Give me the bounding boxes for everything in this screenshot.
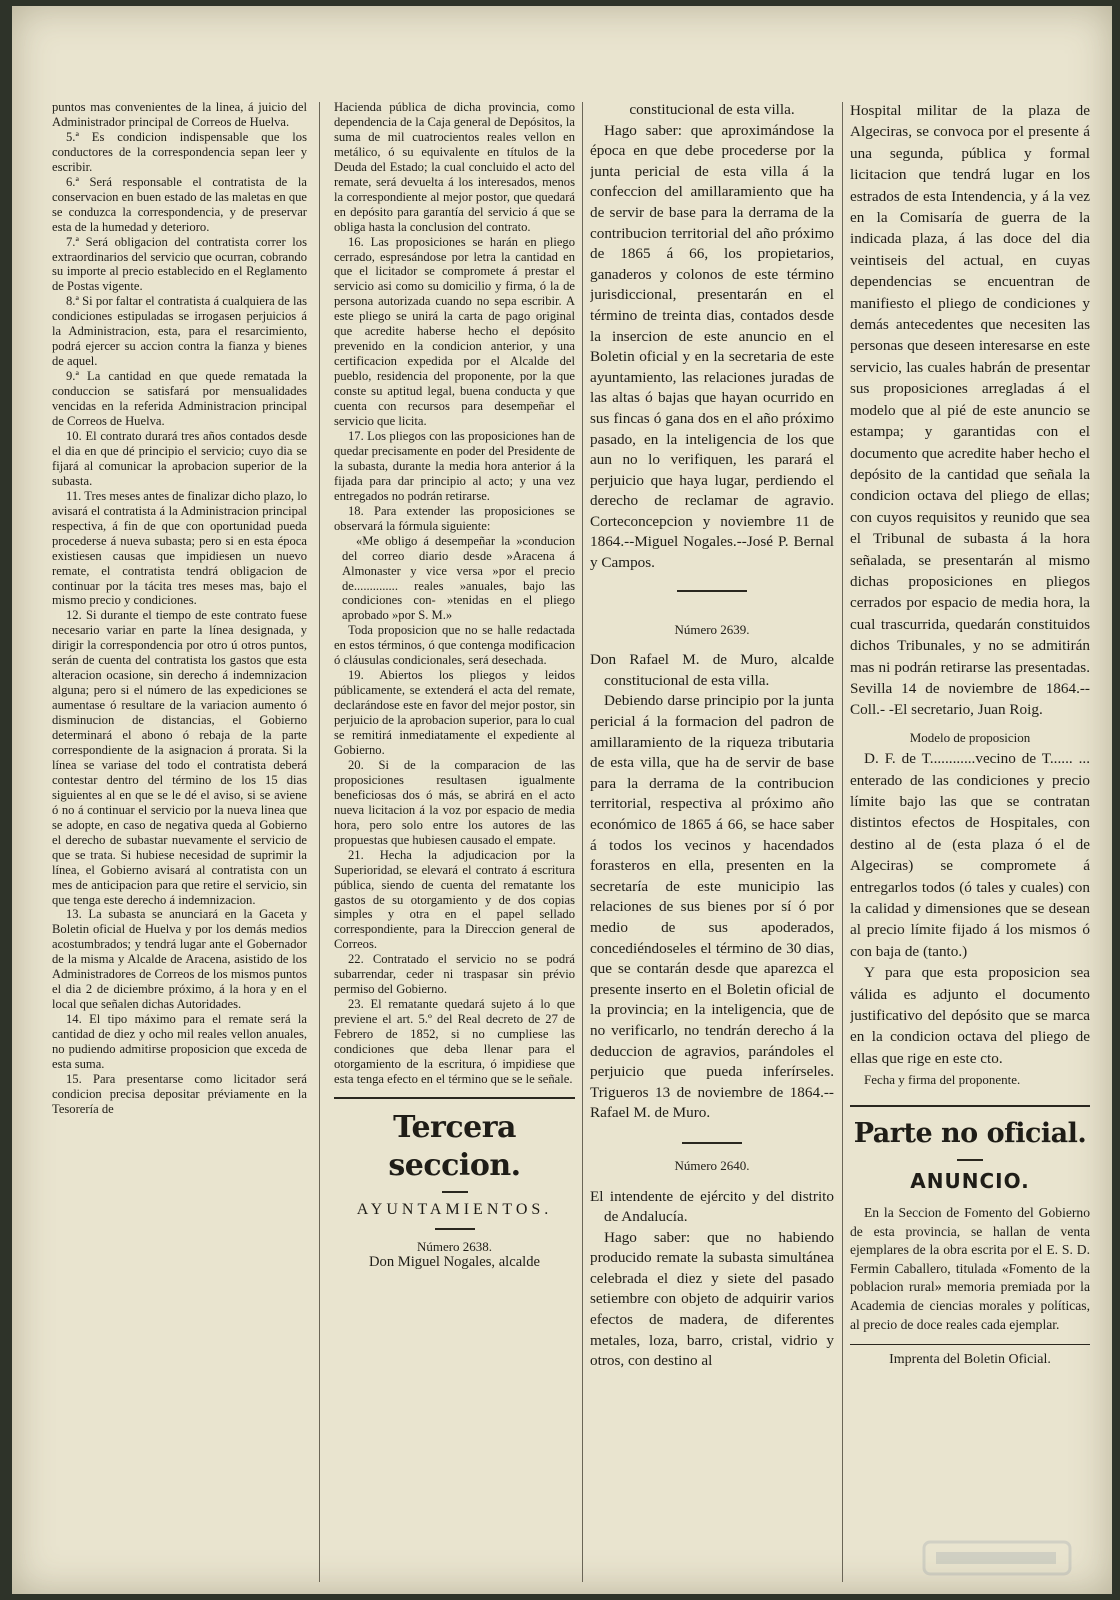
paragraph: Debiendo darse principio por la junta pericial á la formacion del padron de amillaramiento de la riqueza tributaria de esta villa, que ha de servir de base para la derrama de la contribucion territorial, respectiva al próximo año económico de 1865 á 66, se hace saber á todos los vecinos y hacendados forasteros en ella, presenten en la secretaría de este municipio las relaciones de sus bienes por sí ó por medio de sus apoderados, concediéndoseles el término de 30 dias, que se contarán desde que aparezca el presente inserto en el Boletin oficial de la provincia; en la inteligencia, que de no verificarlo, no tendrán derecho á la deduccion de agravios, parándoles el perjuicio que pueda inferírseles. Trigueros 13 de noviembre de 1864.--Rafael M. de Muro. — [590, 692, 834, 1122]
footer-rule — [850, 1344, 1090, 1345]
section-subheading: AYUNTAMIENTOS. — [356, 1200, 553, 1218]
column-rule — [582, 102, 583, 1582]
column-3 — [590, 100, 834, 1586]
paragraph: Y para que esta proposicion sea válida es adjunto el documento justificativo del depósito que se marca en la condicion octava del pliego de ellas que rige en este cto. — [850, 964, 1090, 1067]
paragraph: 8.ª Si por faltar el contratista á cualquiera de las condiciones estipuladas se irrogasen perjuicios á la Administracion, esta, para el resarcimiento, podrá ejercer su accion contra la fianza y bienes de aquel. — [52, 294, 307, 369]
paragraph: 9.ª La cantidad en que quede rematada la conduccion se satisfará por mensualidades vencidas en la referida Administracion principal de Correos de Huelva. — [52, 369, 307, 429]
paragraph: 5.ª Es condicion indispensable que los conductores de la correspondencia sepan leer y escribir. — [52, 129, 307, 174]
notice-divider — [682, 1142, 742, 1144]
paragraph: Hacienda pública de dicha provincia, como dependencia de la Caja general de Depósitos, la suma de mil cuatrocientos reales vellon en metálico, ó su equivalente en títulos de la Deuda del Estado; la cual concluido el acto del remate, será devuelta á los interesados, menos la correspondiente al mejor postor, que quedará en depósito para garantía del servicio á que se obliga hasta la conclusion del contrato. — [334, 100, 575, 234]
short-rule — [435, 1228, 475, 1230]
signature-line: Fecha y firma del proponente. — [864, 1072, 1021, 1088]
column-2 — [334, 100, 575, 1586]
paragraph: 22. Contratado el servicio no se podrá subarrendar, ceder ni traspasar sin prévio permiso del Gobierno. — [334, 952, 575, 997]
paragraph: 19. Abiertos los pliegos y leidos públicamente, se extenderá el acta del remate, declarándose este en favor del mejor postor, sin perjuicio de la aprobacion superior, para lo cual se remitirá inmediatamente el expediente al Gobierno. — [334, 668, 575, 757]
column-4 — [850, 100, 1090, 1586]
section-divider — [334, 1097, 575, 1099]
notice-lead: Don Miguel Nogales, alcalde — [368, 1253, 541, 1270]
notice-number: Número 2639. — [674, 621, 750, 637]
paragraph: 23. El rematante quedará sujeto á lo que previene el art. 5.º del Real decreto de 27 de Febrero de 1852, si no cumpliese las condiciones que deba llenar para el otorgamiento de la escritura, ó impidiese que esta tenga efecto en el término que se le señale. — [334, 997, 575, 1086]
paragraph: Hago saber: que no habiendo producido remate la subasta simultánea celebrada el diez y siete del pasado setiembre con objeto de adquirir varios efectos de madera, de diferentes metales, loza, barro, cristal, vidrio y otros, con destino al — [590, 1228, 834, 1370]
column-rule — [319, 102, 320, 1582]
paragraph: 15. Para presentarse como licitador será condicion precisa depositar préviamente en la Tesorería de — [52, 1071, 307, 1116]
notice-number: Número 2638. — [416, 1238, 493, 1254]
paragraph: 13. La subasta se anunciará en la Gaceta y Boletin oficial de Huelva y por los demás medios acostumbrados; y tendrá lugar ante el Gobernador de la misma y Alcalde de Aracena, asistido de los Administradores de Correos de los mismos puntos el dia 2 de diciembre próximo, á la hora y en el local que señalen dichas Autoridades. — [52, 907, 307, 1012]
paragraph: En la Seccion de Fomento del Gobierno de esta provincia, se hallan de venta ejemplares de la obra escrita por el E. S. D. Fermin Caballero, titulada «Fomento de la poblacion rural» memoria premiada por la Academia de ciencias morales y políticas, al precio de doce reales cada ejemplar. — [850, 1205, 1090, 1332]
watermark-icon — [922, 1538, 1072, 1578]
notice-lead: Don Rafael M. de Muro, alcalde constitucional de esta villa. — [590, 651, 834, 689]
section-heading: Tercera seccion. — [388, 1109, 521, 1183]
notice-number: Número 2640. — [674, 1157, 750, 1173]
paragraph: 20. Si de la comparacion de las proposiciones resultasen igualmente beneficiosas dos ó más, se abrirá en el acto nueva licitacion á la voz por espacio de media hora, pero solo entre los autores de las propuestas que hubiesen causado el empate. — [334, 757, 575, 847]
paragraph: 21. Hecha la adjudicacion por la Superioridad, se elevará el contrato á escritura pública, siendo de cuenta del rematante los gastos de su otorgamiento y de dos copias simples y otra en el papel sellado correspondiente, para la Direccion general de Correos. — [334, 847, 575, 952]
short-rule — [957, 1159, 983, 1161]
paragraph: 17. Los pliegos con las proposiciones han de quedar precisamente en poder del Presidente de la subasta, durante la media hora anterior á la fijada para dar principio al acto; y una vez entregados no podrán retirarse. — [334, 428, 575, 503]
section-divider — [850, 1105, 1090, 1107]
paragraph: 16. Las proposiciones se harán en pliego cerrado, espresándose por letra la cantidad en que el licitador se compromete á prestar el servicio asi como su domicilio y firma, ó la de persona autorizada cuando no sepa escribir. A este pliego se unirá la carta de pago original que acredite haberse hecho el depósito prevenido en la condicion anterior, y una certificacion expedida por el Alcalde del pueblo, residencia del proponente, por la que conste su aptitud legal, buena conducta y que cuenta con recursos para desempeñar el servicio que licita. — [334, 234, 575, 429]
paragraph: 6.ª Será responsable el contratista de la conservacion en buen estado de las maletas en que se conduzca la correspondencia, y de preservar esta de la humedad y deterioro. — [52, 174, 307, 234]
notice-lead: El intendente de ejército y del distrito de Andalucía. — [590, 1187, 834, 1226]
column-1 — [52, 100, 307, 1586]
newspaper-page — [12, 6, 1112, 1594]
notice-divider — [677, 590, 747, 592]
model-title: Modelo de proposicion — [909, 729, 1031, 745]
paragraph: 7.ª Será obligacion del contratista correr los extraordinarios del servicio que ocurran, cobrando su importe al precio establecido en el Reglamento de Postas vigente. — [52, 234, 307, 294]
paragraph: puntos mas convenientes de la linea, á juicio del Administrador principal de Correos de Huelva. — [52, 100, 307, 129]
paragraph: Hospital militar de la plaza de Algeciras, se convoca por el presente á una segunda, pública y formal licitacion que tendrá lugar en los estrados de esta Intendencia, y á la vez en la Comisaría de guerra de la indicada plaza, á las doce del dia veintiseis del actual, en cuyas dependencias se encuentran de manifiesto el pliego de condiciones y demás antecedentes que necesiten las personas que deseen interesarse en este servicio, las cuales habrán de presentar sus proposiciones arregladas á el modelo que al pié de este anuncio se estampa; y garantidas con el documento que acredite haber hecho el depósito de la cantidad que señala la condicion octava del pliego de ellas; con cuyos requisitos y reunido que sea el Tribunal de subasta á la hora señalada, se presentarán al mismo dichas proposiciones en pliegos cerrados por espacio de media hora, la cual trascurrida, quedarán constituidos dichos Tribunales, y no se admitirán mas ni podrán retirarse las presentadas. Sevilla 14 de noviembre de 1864.--Coll.- -El secretario, Juan Roig. — [850, 102, 1090, 719]
paragraph: 12. Si durante el tiempo de este contrato fuese necesario variar en parte la línea designada, y dirigir la correspondencia por otro ú otros puntos, serán de cuenta del contratista los gastos que esta alteracion ocasione, sin derecho á indemnizacion alguna; pero si el número de las expediciones se aumentase ó resultare de la variacion aumento ó disminucion de distancias, el Gobierno determinará el abono ó rebaja de la parte correspondiente de la asignacion á prorata. Si la línea se variase del todo el contratista deberá contestar dentro del término de los 15 dias siguientes al en que se le dé el aviso, si se aviene ó no á continuar el servicio por la nueva linea que se adopte, en caso de negativa queda al Gobierno el derecho de subastar nuevamente el servicio de que se trata. Si hubiese necesidad de suprimir la línea, el Gobierno avisará al contratista con un mes de anticipacion para que retire el servicio, sin que tenga este derecho á indemnizacion. — [52, 608, 307, 907]
paragraph: Toda proposicion que no se halle redactada en estos términos, ó que contenga modificacion ó cláusulas condicionales, será desechada. — [334, 623, 575, 668]
column-rule — [842, 102, 843, 1582]
section-heading: Parte no oficial. — [853, 1117, 1087, 1149]
short-rule — [442, 1191, 468, 1193]
paragraph: 14. El tipo máximo para el remate será la cantidad de diez y ocho mil reales vellon anuales, no pudiendo admitirse proposicion que exceda de esta suma. — [52, 1012, 307, 1071]
formula-quote: «Me obligo á desempeñar la »conducion del correo diario desde »Aracena á Almonaster y vice versa »por el precio de.............. reales »anuales, bajo las condiciones con- »tenidas en el pliego aprobado »por S. M.» — [342, 533, 575, 623]
paragraph: Hago saber: que aproximándose la época en que debe procederse por la junta pericial de esta villa á la confeccion del amillaramiento que ha de servir de base para la derrama de la contribucion territorial del año próximo de 1865 á 66, los propietarios, ganaderos y colonos de este término jurisdiccional, presentarán en el término de treinta dias, contados desde la insercion de este anuncio en el Boletin oficial y en la secretaria de este ayuntamiento, las relaciones juradas de las altas ó bajas que hayan ocurrido en sus fincas ó gana dos en el año próximo pasado, en la inteligencia de los que aun no lo verifiquen, les parará el perjuicio que haya lugar, perdiendo el derecho de reclamar de agravio. Corteconcepcion y noviembre 11 de 1864.--Miguel Nogales.--José P. Bernal y Campos. — [590, 121, 834, 572]
paragraph: 10. El contrato durará tres años contados desde el dia en que dé principio el servicio; cuyo dia se fijará al comunicar la aprobacion superior de la subasta. — [52, 428, 307, 488]
paragraph: 11. Tres meses antes de finalizar dicho plazo, lo avisará el contratista á la Administracion principal respectiva, á fin de que con oportunidad pueda procederse á nueva subasta; pero si en esta época existiesen causas que impidiesen un nuevo remate, el contratista tendrá obligacion de continuar por la tácita tres meses mas, bajo el mismo precio y condiciones. — [52, 488, 307, 608]
paragraph: constitucional de esta villa. — [629, 101, 795, 118]
printer-imprint: Imprenta del Boletin Oficial. — [889, 1352, 1051, 1368]
anuncio-heading: ANUNCIO. — [910, 1168, 1030, 1193]
paragraph: D. F. de T............vecino de T...... ... enterado de las condiciones y precio límite bajo las que se contratan distintos efectos de Hospitales, con destino al de (esta plaza ó el de Algeciras) se compromete á entregarlos todos (ó tales y cuales) con la calidad y dimensiones que se desean al precio límite fijado á los mismos ó con baja de (tanto.) — [850, 750, 1090, 960]
paragraph: 18. Para extender las proposiciones se observará la fórmula siguiente: — [334, 503, 575, 533]
